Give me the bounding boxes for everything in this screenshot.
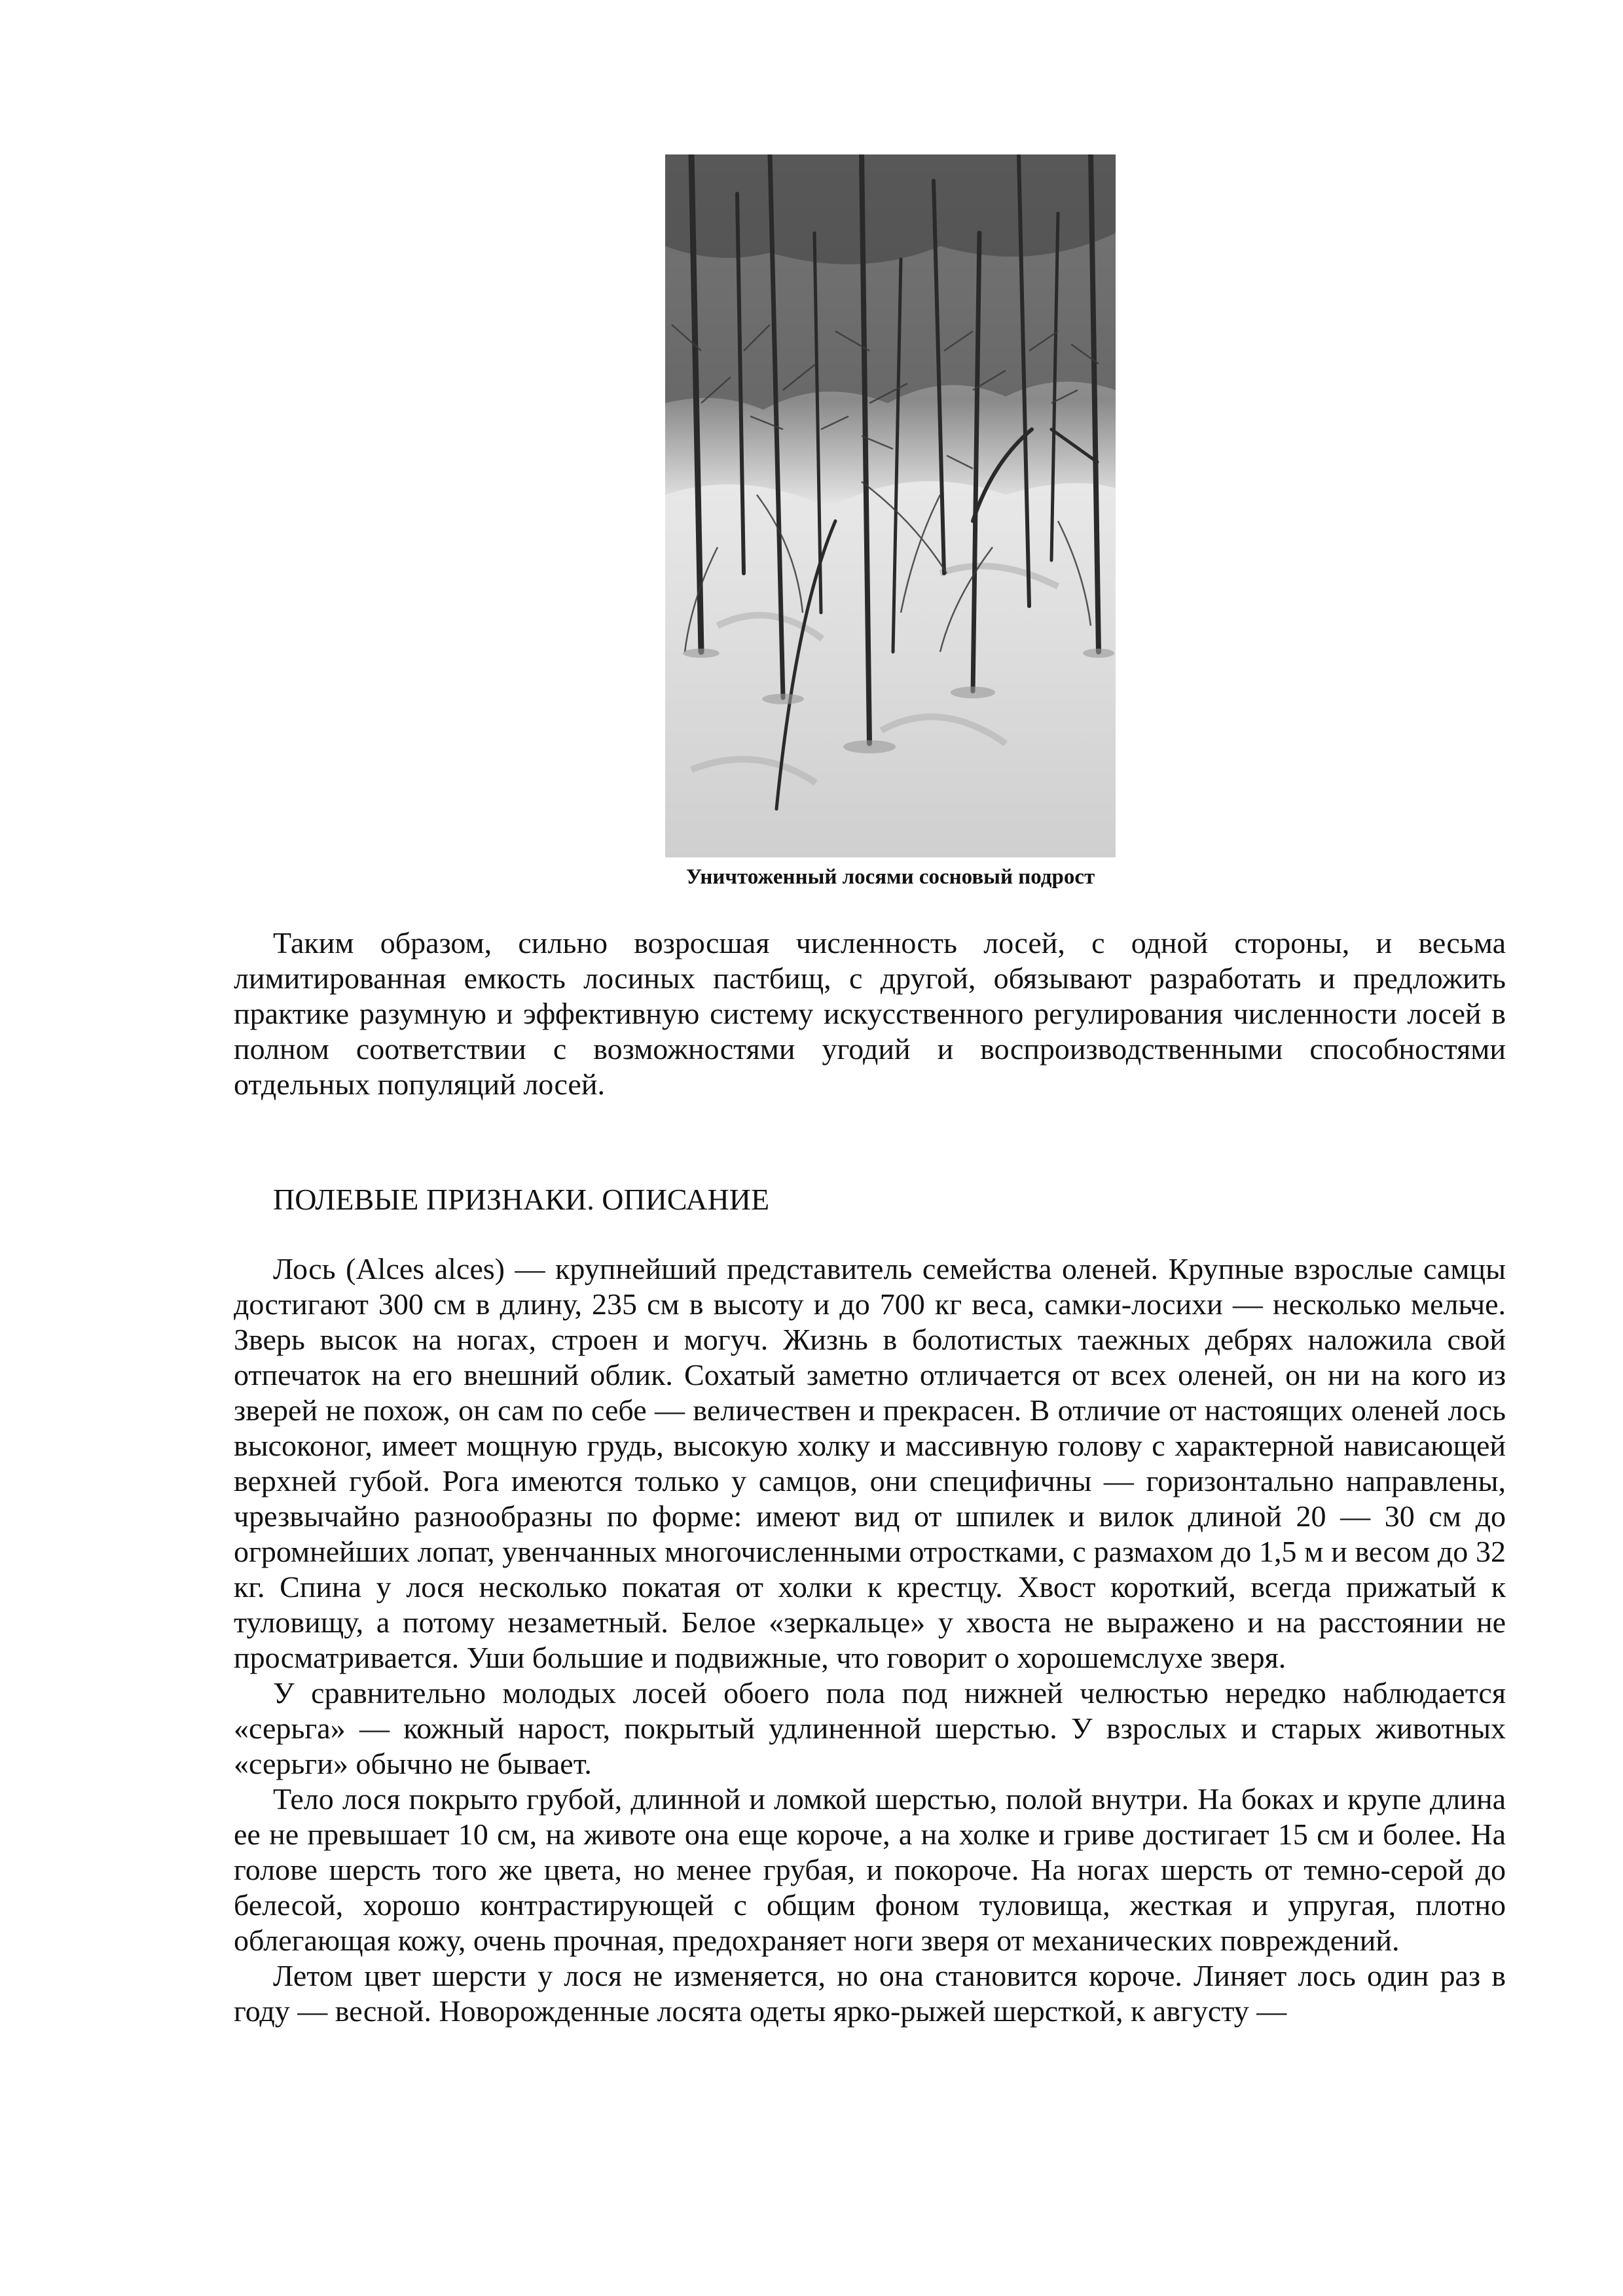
paragraph-molt: Летом цвет шерсти у лося не изменяется, но она становится короче. Линяет лось один раз в году — весной. Новорожденные лосята одеты ярко-рыжей шерсткой, к августу — xyxy=(234,1959,1506,2028)
intro-paragraph: Таким образом, сильно возросшая численность лосей, с одной стороны, и весьма лимитированная емкость лосиных пастбищ, с другой, обязывают разработать и предложить практике разумную и эффективную систему искусственного регулирования численности лосей в полном соответствии с возможностями угодий и воспроизводственными способностями отдельных популяций лосей. xyxy=(234,926,1506,1101)
forest-illustration xyxy=(665,154,1116,857)
intro-paragraph-block xyxy=(234,925,1506,1102)
winter-forest-photo xyxy=(665,154,1116,857)
paragraph-fur: Тело лося покрыто грубой, длинной и ломкой шерстью, полой внутри. На боках и крупе длина ее не превышает 10 см, на животе она еще короче, а на холке и гриве достигает 15 см и более. На голове шерсть того же цвета, но менее грубая, и покороче. На ногах шерсть от темно-серой до белесой, хорошо контрастирующей с общим фоном туловища, жесткая и упругая, плотно облегающая кожу, очень прочная, предохраняет ноги зверя от механических повреждений. xyxy=(234,1782,1506,1957)
paragraph-antlers: Лось (Alces alces) — крупнейший представитель семейства оленей. Крупные взрослые самцы достигают 300 см в длину, 235 см в высоту и до 700 кг веса, самки-лосихи — несколько мельче. Зверь высок на ногах, строен и могуч. Жизнь в болотистых таежных дебрях наложила свой отпечаток на его внешний облик. Сохатый заметно отличается от всех оленей, он ни на кого из зверей не похож, он сам по себе — величествен и прекрасен. В отличие от настоящих оленей лось высоконог, имеет мощную грудь, высокую холку и массивную голову с характерной нависающей верхней губой. Рога имеются только у самцов, они специфичны — горизонтально направлены, чрезвычайно разнообразны по форме: имеют вид от шпилек и вилок длиной 20 — 30 см до огромнейших лопат, увенчанных многочисленными отростками, с размахом до 1,5 м и весом до 32 кг. Спина у лося несколько покатая от холки к крестцу. Хвост короткий, всегда прижатый к туловищу, а потому незаметный. Белое «зеркальце» у хвоста не выражено и на расстоянии не просматривается. Уши большие и подвижные, что говорит о хорошемслухе зверя. xyxy=(234,1252,1506,1674)
description-body xyxy=(234,1251,1506,2029)
figure-caption: Уничтоженный лосями сосновый подрост xyxy=(685,865,1095,889)
paragraph-dewlap: У сравнительно молодых лосей обоего пола под нижней челюстью нередко наблюдается «серьга» — кожный нарост, покрытый удлиненной шерстью. У взрослых и старых животных «серьги» обычно не бывает. xyxy=(234,1676,1506,1780)
section-heading: ПОЛЕВЫЕ ПРИЗНАКИ. ОПИСАНИЕ xyxy=(273,1183,770,1216)
